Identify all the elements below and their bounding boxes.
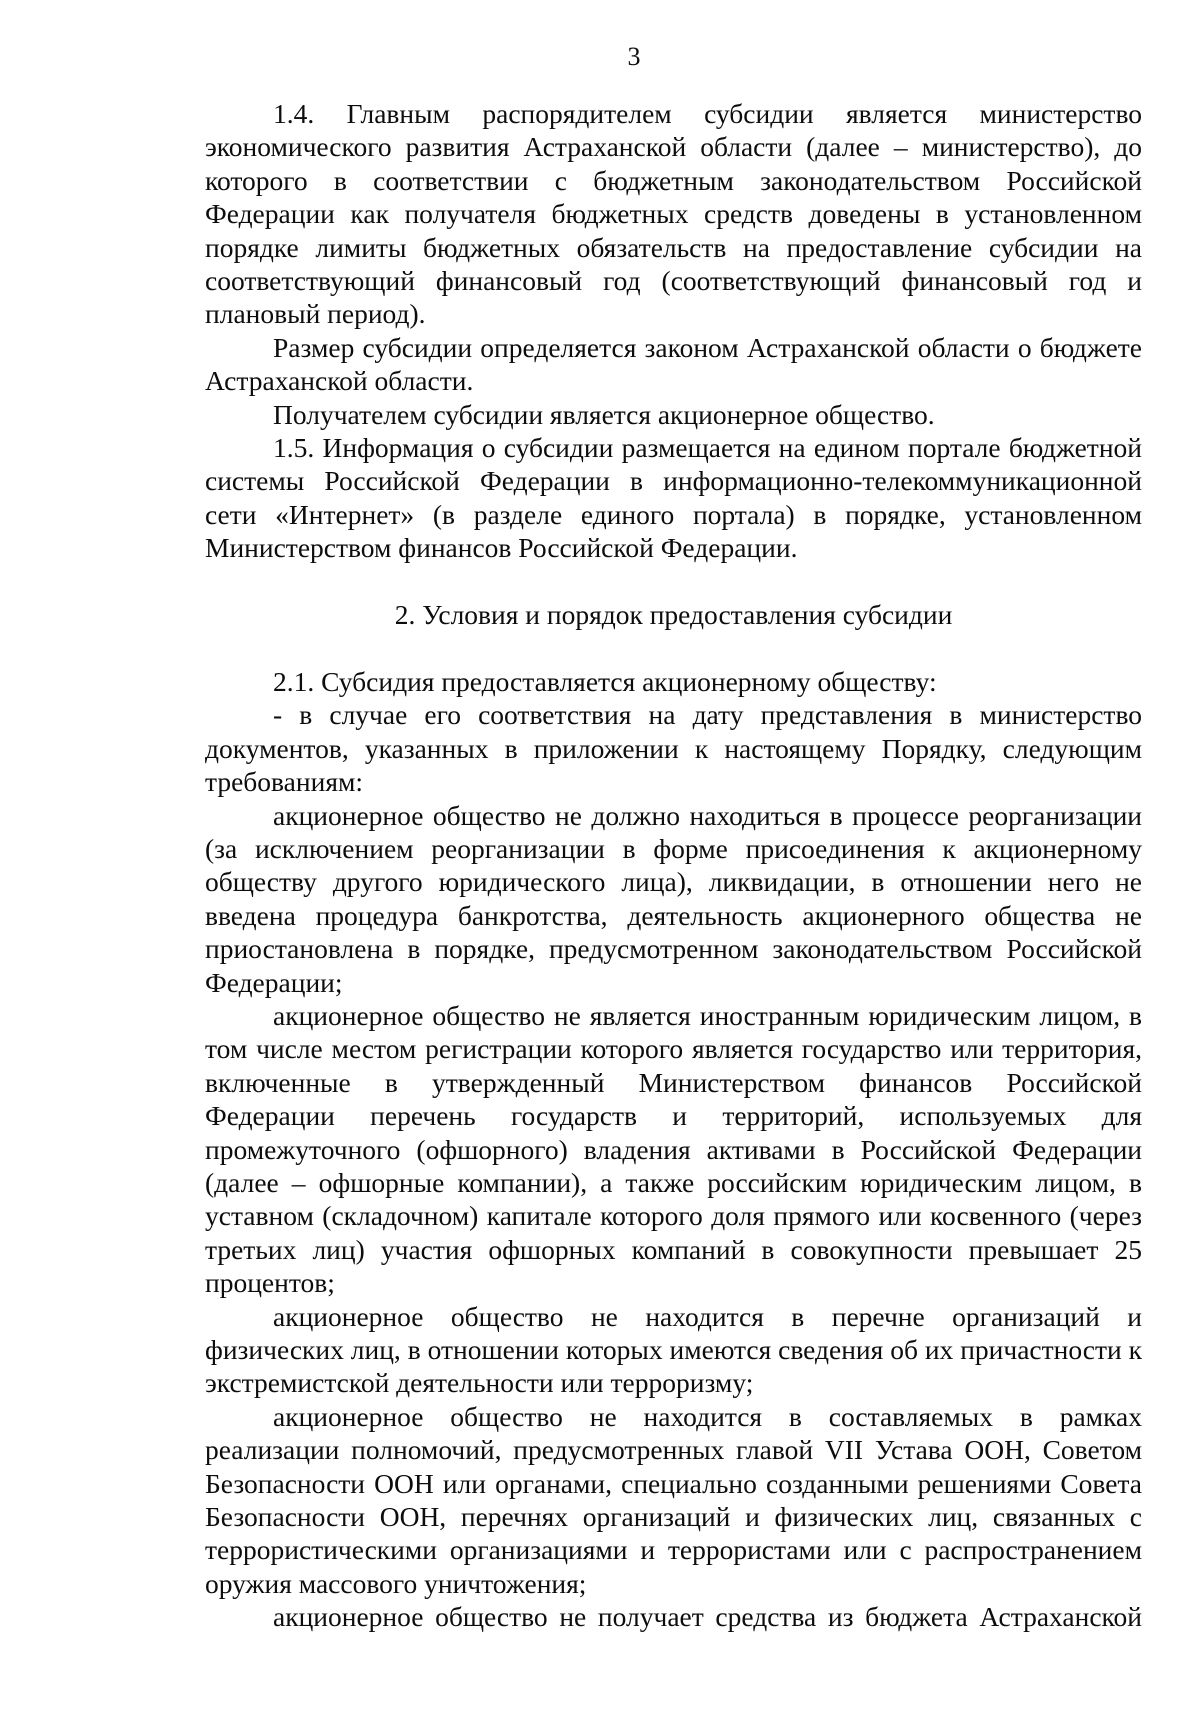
paragraph-requirement-extremism: акционерное общество не находится в перечне организаций и физических лиц, в отношении которых имеются сведения об их причастности к экстремистской деятельности или терроризму; bbox=[205, 1300, 1142, 1399]
paragraph-subsidy-size: Размер субсидии определяется законом Астраханской области о бюджете Астраханской области. bbox=[205, 331, 1142, 397]
paragraph-requirement-un-lists: акционерное общество не находится в составляемых в рамках реализации полномочий, предусмотренных главой VII Устава ООН, Советом Безопасности ООН или органами, специально созданными решениями Совета Безопасности ООН, перечнях организаций и физических лиц, связанных с террористическими организациями и террористами или с распространением оружия массового уничтожения; bbox=[205, 1400, 1142, 1599]
document-body bbox=[205, 97, 1142, 1634]
spacer bbox=[205, 631, 1142, 664]
paragraph-requirement-reorganization: акционерное общество не должно находиться в процессе реорганизации (за исключением реорганизации в форме присоединения к акционерному обществу другого юридического лица), ликвидации, в отношении него не введена процедура банкротства, деятельность акционерного общества не приостановлена в порядке, предусмотренном законодательством Российской Федерации; bbox=[205, 799, 1142, 998]
paragraph-requirements-intro: - в случае его соответствия на дату представления в министерство документов, указанных в приложении к настоящему Порядку, следующим требованиям: bbox=[205, 699, 1142, 798]
page-number: 3 bbox=[627, 42, 641, 71]
spacer bbox=[205, 565, 1142, 598]
paragraph-requirement-offshore: акционерное общество не является иностранным юридическим лицом, в том числе местом регистрации которого является государство или территория, включенные в утвержденный Министерством финансов Российской Федерации перечень государств и территорий, используемых для промежуточного (офшорного) владения активами в Российской Федерации (далее – офшорные компании), а также российским юридическим лицом, в уставном (складочном) капитале которого доля прямого или косвенного (через третьих лиц) участия офшорных компаний в совокупности превышает 25 процентов; bbox=[205, 999, 1142, 1299]
paragraph-requirement-budget: акционерное общество не получает средства из бюджета Астраханской bbox=[273, 1601, 1142, 1633]
section-heading-2: 2. Условия и порядок предоставления субсидии bbox=[394, 599, 953, 631]
paragraph-1-5: 1.5. Информация о субсидии размещается на едином портале бюджетной системы Российской Федерации в информационно-телекоммуникационной сети «Интернет» (в разделе единого портала) в порядке, установленном Министерством финансов Российской Федерации. bbox=[205, 432, 1142, 564]
paragraph-2-1: 2.1. Субсидия предоставляется акционерному обществу: bbox=[273, 665, 937, 697]
paragraph-1-4: 1.4. Главным распорядителем субсидии является министерство экономического развития Астраханской области (далее – министерство), до которого в соответствии с бюджетным законодательством Российской Федерации как получателя бюджетных средств доведены в установленном порядке лимиты бюджетных обязательств на предоставление субсидии на соответствующий финансовый год (соответствующий финансовый год и плановый период). bbox=[205, 98, 1142, 330]
paragraph-recipient: Получателем субсидии является акционерное общество. bbox=[273, 398, 935, 430]
